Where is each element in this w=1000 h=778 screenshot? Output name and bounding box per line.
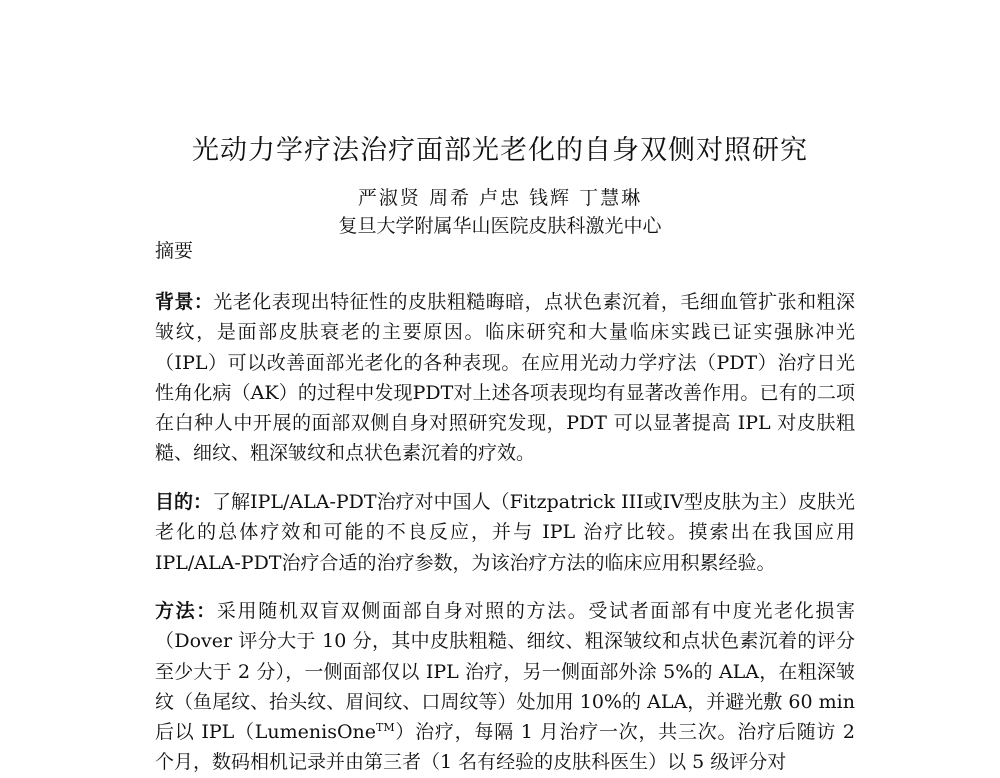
objective-section <box>155 487 855 578</box>
objective-label: 目的： <box>155 491 213 513</box>
objective-text: 了解IPL/ALA-PDT治疗对中国人（Fitzpatrick III或IV型皮肤为主）皮肤光老化的总体疗效和可能的不良反应，并与 IPL 治疗比较。摸索出在我国应用IPL/ALA-PDT治疗合适的治疗参数，为该治疗方法的临床应用积累经验。 <box>155 491 855 574</box>
methods-label: 方法： <box>155 600 217 622</box>
methods-text-part1: 采用随机双盲双侧面部自身对照的方法。受试者面部有中度光老化损害（Dover 评分大于 10 分，其中皮肤粗糙、细纹、粗深皱纹和点状色素沉着的评分至少大于 2 分），一侧面部仅以 IPL 治疗，另一侧面部外涂 5%的 ALA，在粗深皱纹（鱼尾纹、抬头纹、眉间纹、口周纹等）处加用 10%的 ALA，并避光敷 60 min 后以 IPL（LumenisOne <box>155 600 855 744</box>
background-section <box>155 287 855 469</box>
author-list: 严淑贤 周希 卢忠 钱辉 丁慧琳 <box>357 187 643 209</box>
paper-title: 光动力学疗法治疗面部光老化的自身双侧对照研究 <box>192 135 808 166</box>
methods-text-part2: ）治疗，每隔 1 月治疗一次，共三次。治疗后随访 2 个月，数码相机记录并由第三者（1 名有经验的皮肤科医生）以 5 级评分对 <box>155 721 856 774</box>
background-label: 背景： <box>155 291 214 313</box>
affiliation: 复旦大学附属华山医院皮肤科激光中心 <box>338 215 662 237</box>
abstract-heading: 摘要 <box>155 240 194 262</box>
methods-section <box>155 596 855 778</box>
trademark-sup: TM <box>376 721 395 735</box>
background-text: 光老化表现出特征性的皮肤粗糙晦暗，点状色素沉着，毛细血管扩张和粗深皱纹，是面部皮肤衰老的主要原因。临床研究和大量临床实践已证实强脉冲光（IPL）可以改善面部光老化的各种表现。在应用光动力学疗法（PDT）治疗日光性角化病（AK）的过程中发现PDT对上述各项表现均有显著改善作用。已有的二项在白种人中开展的面部双侧自身对照研究发现，PDT 可以显著提高 IPL 对皮肤粗糙、细纹、粗深皱纹和点状色素沉着的疗效。 <box>155 291 855 465</box>
